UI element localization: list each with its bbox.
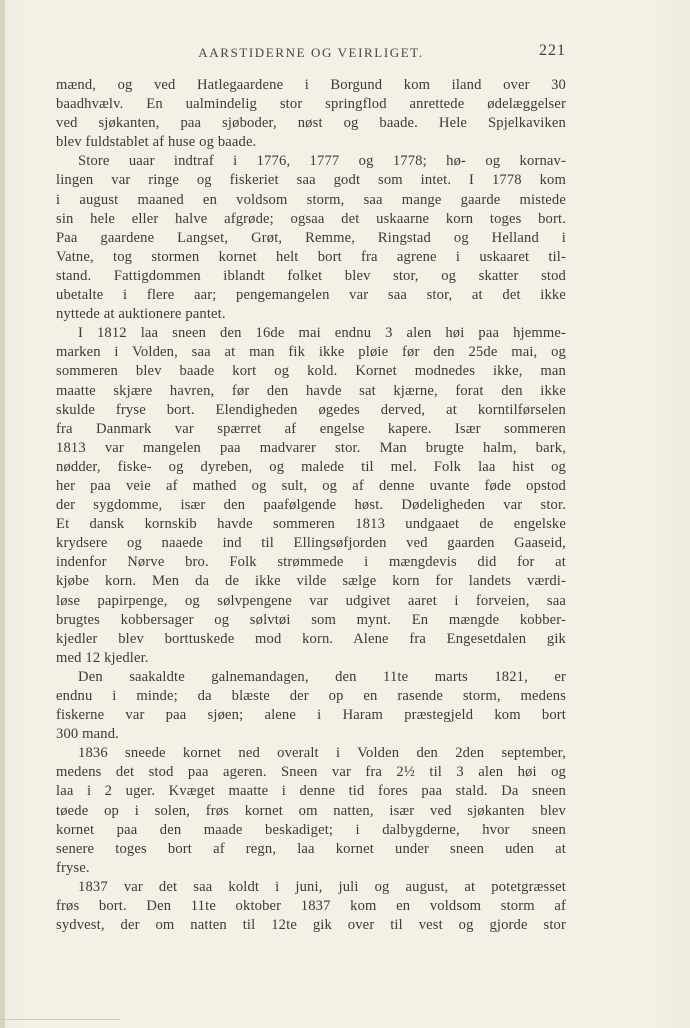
- text-line: Et dansk kornskib havde sommeren 1813 undgaaet de engelske: [56, 516, 566, 533]
- text-line: 1836 sneede kornet ned overalt i Volden den 2den september,: [78, 745, 566, 762]
- text-line: indenfor Nørve bro. Folk strømmede i mængdevis did for at: [56, 554, 566, 571]
- text-line: laa i 2 uger. Kvæget maatte i denne tid fores paa stald. Da sneen: [56, 783, 566, 800]
- text-line: Vatne, tog stormen kornet helt bort fra agrene i uskaaret til-: [56, 248, 566, 265]
- text-line: med 12 kjedler.: [56, 649, 149, 666]
- text-line: fiskerne var paa sjøen; alene i Haram præstegjeld kom bort: [56, 707, 566, 724]
- text-line: her paa veie af mathed og sult, og af denne uvante føde opstod: [56, 477, 566, 494]
- page-header: [56, 42, 566, 64]
- text-line: endnu i minde; da blæste der op en rasende storm, medens: [56, 688, 566, 704]
- page-number: 221: [539, 42, 566, 59]
- text-line: ubetalte i flere aar; pengemangelen var saa stor, at det ikke: [56, 287, 566, 304]
- text-line: der sygdomme, især den paafølgende høst. Dødeligheden var stor.: [56, 497, 566, 514]
- text-line: Den saakaldte galnemandagen, den 11te marts 1821, er: [78, 668, 566, 685]
- text-line: baadhvælv. En ualmindelig stor springflod anrettede ødelæggelser: [56, 96, 566, 113]
- text-line: sin hele eller halve afgrøde; ogsaa det uskaarne korn toges bort.: [56, 210, 566, 227]
- text-line: løse papirpenge, og sølvpengene var udgivet aaret i forveien, saa: [56, 592, 566, 609]
- text-line: krydsere og naaede ind til Ellingsøfjorden ved gaarden Gaaseid,: [56, 535, 566, 552]
- text-line: brugtes kobbersager og sølvtøi som mynt. En mængde kobber-: [56, 611, 566, 628]
- text-line: fryse.: [56, 859, 90, 876]
- text-line: 1837 var det saa koldt i juni, juli og august, at potetgræsset: [78, 878, 566, 895]
- text-line: marken i Volden, saa at man fik ikke pløie før den 25de mai, og: [56, 344, 566, 361]
- text-line: Store uaar indtraf i 1776, 1777 og 1778; hø- og kornav-: [78, 153, 566, 170]
- text-line: nyttede at auktionere pantet.: [56, 306, 226, 323]
- text-line: senere toges bort af regn, laa kornet under sneen uden at: [56, 840, 566, 857]
- text-line: Paa gaardene Langset, Grøt, Remme, Ringstad og Helland i: [56, 229, 566, 246]
- text-line: skulde fryse bort. Elendigheden øgedes derved, at korntilførselen: [56, 401, 566, 418]
- text-line: I 1812 laa sneen den 16de mai endnu 3 alen høi paa hjemme-: [78, 325, 566, 342]
- text-line: kjedler blev borttuskede mod korn. Alene fra Engesetdalen gik: [56, 630, 566, 647]
- body-text: [56, 76, 566, 935]
- running-head: AARSTIDERNE OG VEIRLIGET.: [198, 45, 424, 60]
- text-line: sydvest, der om natten til 12te gik over til vest og gjorde stor: [56, 917, 566, 934]
- bottom-edge-rule: [0, 1019, 120, 1020]
- text-line: i august maaned en voldsom storm, saa mange gaarde mistede: [56, 191, 566, 208]
- text-line: frøs bort. Den 11te oktober 1837 kom en voldsom storm af: [56, 898, 566, 915]
- text-line: mænd, og ved Hatlegaardene i Borgund kom iland over 30: [56, 77, 566, 93]
- text-line: 300 mand.: [56, 726, 119, 743]
- text-line: maatte skjære havren, før den havde sat kjærne, forat den ikke: [56, 382, 566, 399]
- text-line: nødder, fiske- og dyreben, og malede til mel. Folk laa hist og: [56, 458, 566, 475]
- text-line: 1813 var mangelen paa madvarer stor. Man brugte halm, bark,: [56, 439, 566, 456]
- text-line: fra Danmark var spærret af engelse kapere. Især sommeren: [56, 420, 566, 437]
- text-line: tøede op i solen, frøs kornet om natten, især ved sjøkanten blev: [56, 802, 566, 819]
- text-line: sommeren blev baade kort og kold. Kornet modnedes ikke, man: [56, 363, 566, 380]
- text-line: lingen var ringe og fiskeriet saa godt som intet. I 1778 kom: [56, 172, 566, 189]
- text-line: blev fuldstablet af huse og baade.: [56, 134, 257, 151]
- page-spine-edge: [0, 0, 5, 1028]
- text-line: kornet paa den maade beskadiget; i dalbygderne, hvor sneen: [56, 821, 566, 838]
- text-line: stand. Fattigdommen iblandt folket blev stor, og skatter stod: [56, 267, 566, 284]
- text-line: ved sjøkanten, paa sjøboder, nøst og baade. Hele Spjelkaviken: [56, 115, 566, 132]
- text-line: kjøbe korn. Men da de ikke vilde sælge korn for landets værdi-: [56, 573, 566, 590]
- text-line: medens det stod paa ageren. Sneen var fra 2½ til 3 alen høi og: [56, 764, 566, 781]
